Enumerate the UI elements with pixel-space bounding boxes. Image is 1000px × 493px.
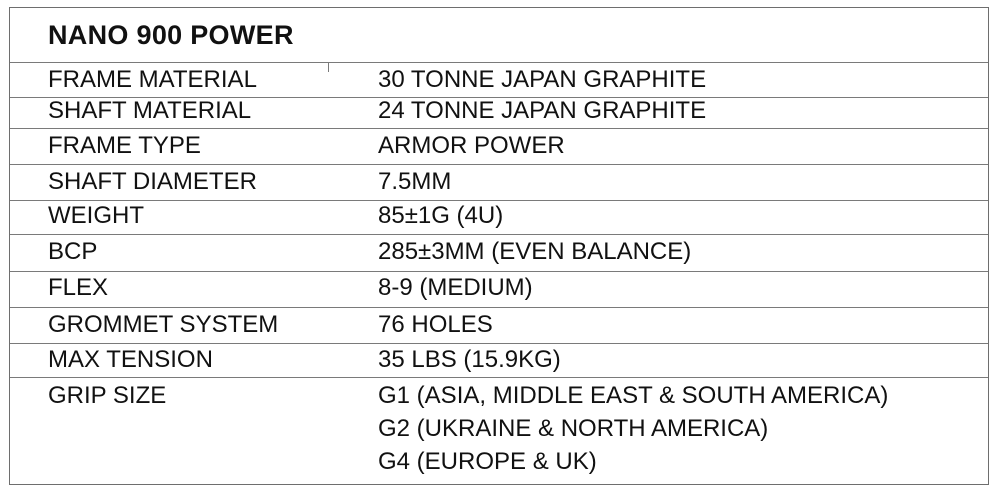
label-weight: WEIGHT (48, 202, 144, 229)
label-bcp: BCP (48, 238, 98, 265)
label-frame-material: FRAME MATERIAL (48, 66, 257, 93)
value-grommet-system: 76 HOLES (378, 311, 493, 338)
divider (10, 271, 988, 272)
divider (10, 234, 988, 235)
value-grip-size-g1: G1 (ASIA, MIDDLE EAST & SOUTH AMERICA) (378, 382, 889, 409)
label-grip-size: GRIP SIZE (48, 382, 167, 409)
divider (10, 128, 988, 129)
label-grommet-system: GROMMET SYSTEM (48, 311, 279, 338)
value-bcp: 285±3MM (EVEN BALANCE) (378, 238, 692, 265)
value-shaft-material: 24 TONNE JAPAN GRAPHITE (378, 97, 707, 124)
table-title: NANO 900 POWER (48, 20, 294, 50)
divider (10, 307, 988, 308)
value-max-tension: 35 LBS (15.9KG) (378, 346, 561, 373)
value-flex: 8-9 (MEDIUM) (378, 274, 533, 301)
value-frame-material: 30 TONNE JAPAN GRAPHITE (378, 66, 707, 93)
label-shaft-material: SHAFT MATERIAL (48, 97, 252, 124)
divider (10, 164, 988, 165)
label-shaft-diameter: SHAFT DIAMETER (48, 168, 257, 195)
spec-table (9, 7, 989, 485)
value-grip-size-g2: G2 (UKRAINE & NORTH AMERICA) (378, 415, 769, 442)
value-shaft-diameter: 7.5MM (378, 168, 452, 195)
label-frame-type: FRAME TYPE (48, 132, 201, 159)
divider (10, 62, 988, 63)
divider (10, 377, 988, 378)
divider (10, 200, 988, 201)
divider (10, 343, 988, 344)
label-flex: FLEX (48, 274, 109, 301)
value-weight: 85±1G (4U) (378, 202, 504, 229)
value-frame-type: ARMOR POWER (378, 132, 565, 159)
column-divider (328, 62, 329, 72)
value-grip-size-g4: G4 (EUROPE & UK) (378, 448, 597, 475)
label-max-tension: MAX TENSION (48, 346, 213, 373)
